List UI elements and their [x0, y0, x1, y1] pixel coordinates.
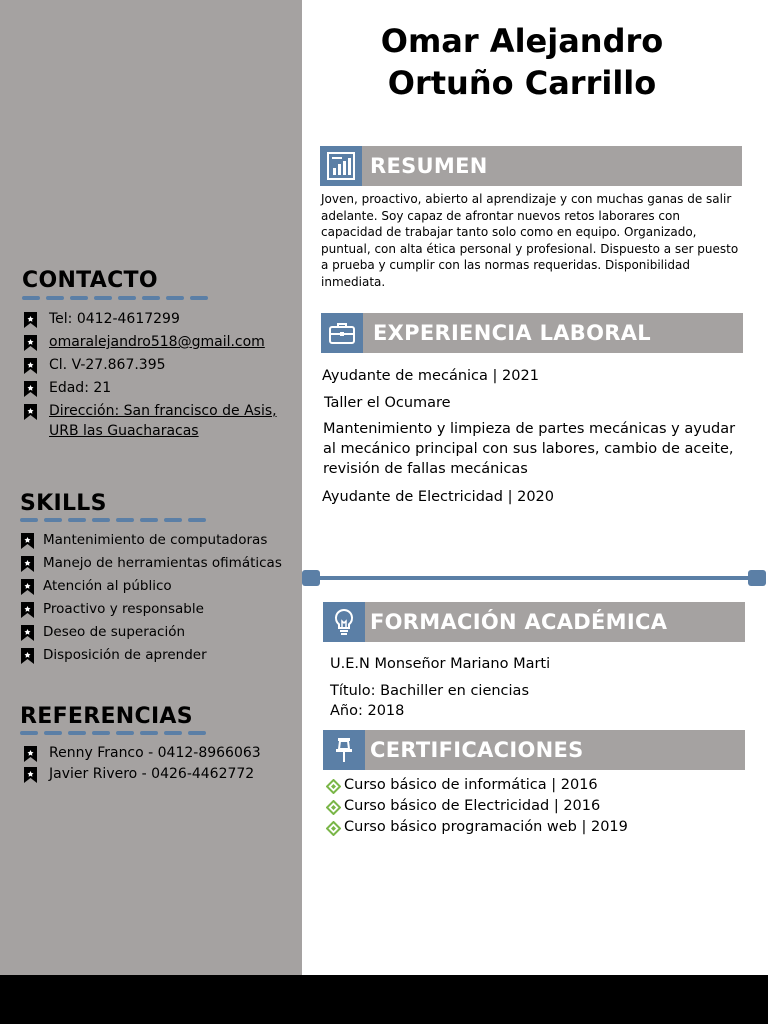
bookmark-icon — [24, 358, 37, 374]
bookmark-icon — [21, 556, 34, 572]
resumen-header — [320, 146, 742, 186]
job1-title: Ayudante de mecánica | 2021 — [322, 368, 539, 384]
job1-desc: Mantenimiento y limpieza de partes mecánicas y ayudar al mecánico principal con sus labores, cambio de aceite, revisión de fallas mecánicas — [323, 421, 736, 477]
cert-item: Curso básico de informática | 2016 — [326, 775, 628, 796]
experiencia-title: EXPERIENCIA LABORAL — [373, 321, 651, 345]
cert-item: Curso básico programación web | 2019 — [326, 817, 628, 838]
bookmark-icon — [21, 579, 34, 595]
resumen-text: Joven, proactivo, abierto al aprendizaje y con muchas ganas de salir adelante. Soy capaz de afrontar nuevos retos laborares con capacidad de trabajar tanto solo como en equipo. Organizado, puntual, con alta ética personal y profesional. Dispuesto a ser puesto a prueba y cumplir con las normas requeridas. Disponibilidad inmediata. — [321, 192, 739, 289]
bookmark-icon — [24, 335, 37, 351]
referencia-item: Javier Rivero - 0426-4462772 — [22, 764, 297, 784]
experiencia-header — [321, 313, 743, 353]
formacion-titulo: Título: Bachiller en ciencias — [330, 683, 529, 699]
cert-item: Curso básico de Electricidad | 2016 — [326, 796, 628, 817]
email-link[interactable]: omaralejandro518@gmail.com — [49, 334, 265, 350]
certificaciones-header — [323, 730, 745, 770]
skill-item: Deseo de superación — [21, 622, 301, 642]
skill-item: Manejo de herramientas ofimáticas — [21, 553, 301, 573]
bookmark-icon — [24, 381, 37, 397]
certificaciones-title: CERTIFICACIONES — [370, 738, 584, 762]
contacto-list — [22, 309, 292, 444]
diamond-bullet-icon — [326, 779, 341, 794]
skills-list — [21, 530, 301, 668]
divider-knob-right — [748, 570, 766, 586]
formacion-anio: Año: 2018 — [330, 703, 405, 719]
skills-title: SKILLS — [20, 491, 107, 516]
bar-chart-icon — [320, 146, 362, 186]
contacto-direccion[interactable] — [22, 401, 292, 441]
bookmark-icon — [21, 648, 34, 664]
contacto-title: CONTACTO — [22, 268, 158, 293]
skill-item: Atención al público — [21, 576, 301, 596]
divider-knob-left — [302, 570, 320, 586]
contacto-ci: Cl. V-27.867.395 — [22, 355, 292, 375]
diamond-bullet-icon — [326, 800, 341, 815]
job1-place: Taller el Ocumare — [324, 395, 451, 411]
bookmark-icon — [24, 767, 37, 783]
sidebar — [0, 0, 302, 975]
contacto-edad: Edad: 21 — [22, 378, 292, 398]
referencias-dashes — [20, 731, 206, 735]
contacto-email[interactable] — [22, 332, 292, 352]
skills-dashes — [20, 518, 206, 522]
job2-title: Ayudante de Electricidad | 2020 — [322, 489, 554, 505]
formacion-header — [323, 602, 745, 642]
bookmark-icon — [21, 533, 34, 549]
contacto-phone: Tel: 0412-4617299 — [22, 309, 292, 329]
pushpin-icon — [323, 730, 365, 770]
footer-bar — [0, 975, 768, 1024]
skill-item: Disposición de aprender — [21, 645, 301, 665]
contacto-dashes — [22, 296, 208, 300]
formacion-school: U.E.N Monseñor Mariano Marti — [330, 656, 551, 672]
direccion-link[interactable]: Dirección: San francisco de Asis, URB las Guacharacas — [49, 403, 277, 439]
name-line-2: Ortuño Carrillo — [387, 64, 657, 102]
bookmark-icon — [24, 404, 37, 420]
formacion-title: FORMACIÓN ACADÉMICA — [370, 610, 668, 634]
referencia-item: Renny Franco - 0412-8966063 — [22, 743, 297, 763]
full-name — [302, 20, 742, 104]
bookmark-icon — [24, 746, 37, 762]
section-divider — [305, 576, 760, 580]
referencias-list — [22, 743, 297, 787]
bookmark-icon — [24, 312, 37, 328]
lightbulb-icon — [323, 602, 365, 642]
bookmark-icon — [21, 625, 34, 641]
certificaciones-list — [326, 775, 628, 838]
skill-item: Proactivo y responsable — [21, 599, 301, 619]
name-line-1: Omar Alejandro — [380, 22, 664, 60]
skill-item: Mantenimiento de computadoras — [21, 530, 301, 550]
referencias-title: REFERENCIAS — [20, 704, 193, 729]
bookmark-icon — [21, 602, 34, 618]
resumen-title: RESUMEN — [370, 154, 488, 178]
diamond-bullet-icon — [326, 821, 341, 836]
briefcase-icon — [321, 313, 363, 353]
